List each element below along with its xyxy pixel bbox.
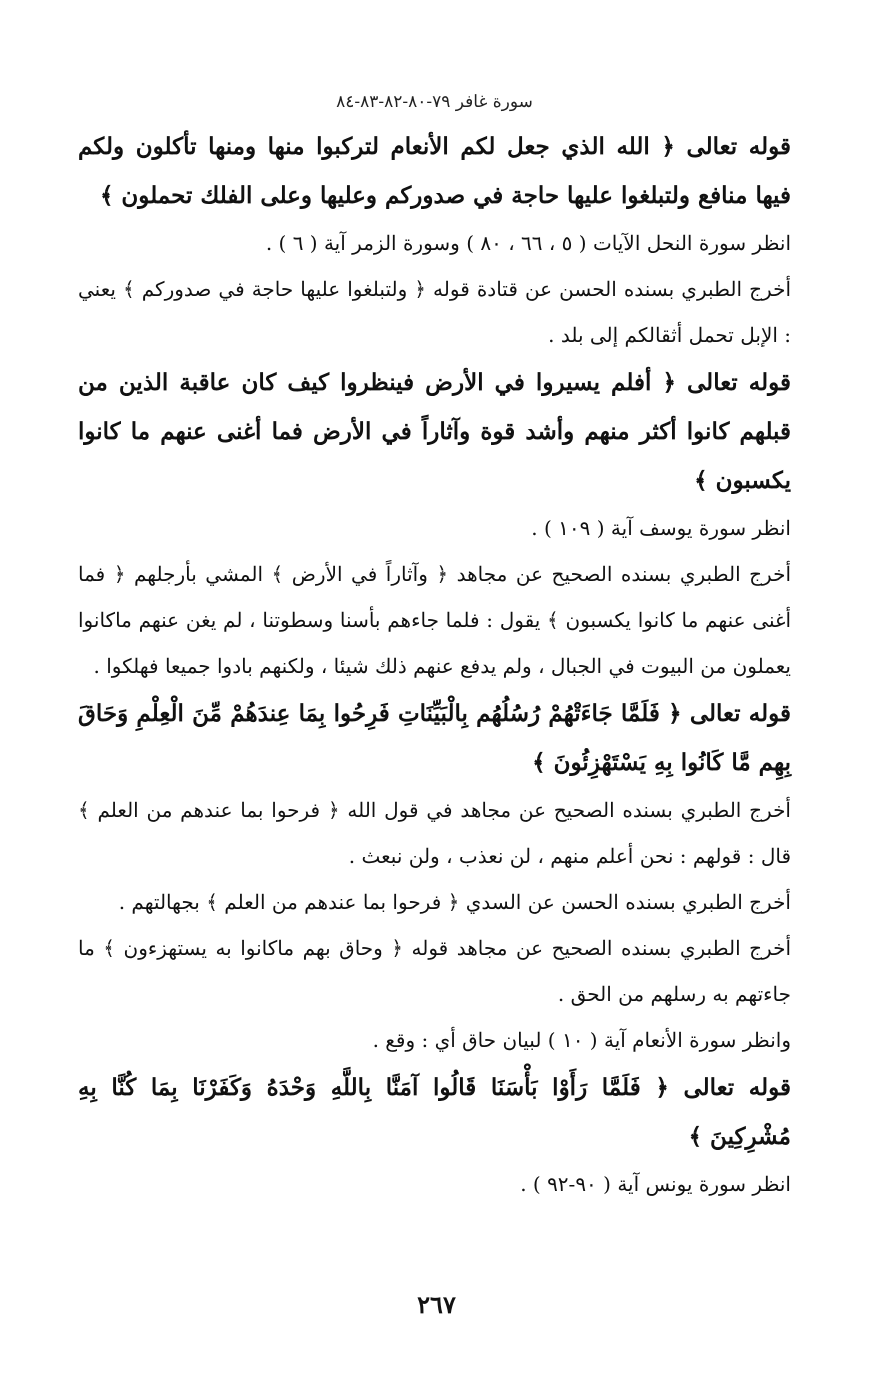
verse-heading: قوله تعالى ﴿ فَلَمَّا جَاءَتْهُمْ رُسُلُهُم بِالْبَيِّنَاتِ فَرِحُوا بِمَا عِندَهُمْ مِّنَ الْعِلْمِ وَحَاقَ بِهِم مَّا كَانُوا بِهِ يَسْتَهْزِئُونَ ﴾: [78, 700, 791, 776]
verse-heading: قوله تعالى ﴿ فَلَمَّا رَأَوْا بَأْسَنَا قَالُوا آمَنَّا بِاللَّهِ وَحْدَهُ وَكَفَرْنَا بِمَا كُنَّا بِهِ مُشْرِكِينَ ﴾: [78, 1074, 791, 1150]
running-header: سورة غافر ٧٩-٨٠-٨٢-٨٣-٨٤: [336, 92, 533, 112]
reference-note: انظر سورة النحل الآيات ( ٥ ، ٦٦ ، ٨٠ ) وسورة الزمر آية ( ٦ ) .: [265, 231, 791, 255]
commentary-paragraph: أخرج الطبري بسنده الصحيح عن مجاهد ﴿ وآثاراً في الأرض ﴾ المشي بأرجلهم ﴿ فما أغنى عنهم ما كانوا يكسبون ﴾ يقول : فلما جاءهم بأسنا وسطوتنا ، لم يغن عنهم ماكانوا يعملون من البيوت في الجبال ، ولم يدفع عنهم ذلك شيئا ، ولكنهم بادوا جميعا فهلكوا .: [78, 562, 791, 678]
commentary-paragraph: أخرج الطبري بسنده الحسن عن السدي ﴿ فرحوا بما عندهم من العلم ﴾ بجهالتهم .: [118, 890, 791, 914]
commentary-paragraph: أخرج الطبري بسنده الحسن عن قتادة قوله ﴿ ولتبلغوا عليها حاجة في صدوركم ﴾ يعني : الإبل تحمل أثقالكم إلى بلد .: [78, 277, 791, 347]
verse-heading: قوله تعالى ﴿ أفلم يسيروا في الأرض فينظروا كيف كان عاقبة الذين من قبلهم كانوا أكثر منهم وأشد قوة وآثاراً في الأرض فما أغنى عنهم ما كانوا يكسبون ﴾: [78, 369, 791, 494]
verse-heading: قوله تعالى ﴿ الله الذي جعل لكم الأنعام لتركبوا منها ومنها تأكلون ولكم فيها منافع ولتبلغوا عليها حاجة في صدوركم وعليها وعلى الفلك تحملون ﴾: [78, 133, 791, 209]
reference-note: وانظر سورة الأنعام آية ( ١٠ ) لبيان حاق أي : وقع .: [372, 1028, 791, 1052]
reference-note: انظر سورة يونس آية ( ٩٠-٩٢ ) .: [520, 1172, 791, 1196]
commentary-paragraph: أخرج الطبري بسنده الصحيح عن مجاهد في قول الله ﴿ فرحوا بما عندهم من العلم ﴾ قال : قولهم : نحن أعلم منهم ، لن نعذب ، ولن نبعث .: [78, 798, 791, 868]
reference-note: انظر سورة يوسف آية ( ١٠٩ ) .: [531, 516, 791, 540]
page-number: ٢٦٧: [417, 1290, 456, 1319]
commentary-paragraph: أخرج الطبري بسنده الصحيح عن مجاهد قوله ﴿ وحاق بهم ماكانوا به يستهزءون ﴾ ما جاءتهم به رسلهم من الحق .: [78, 936, 791, 1006]
